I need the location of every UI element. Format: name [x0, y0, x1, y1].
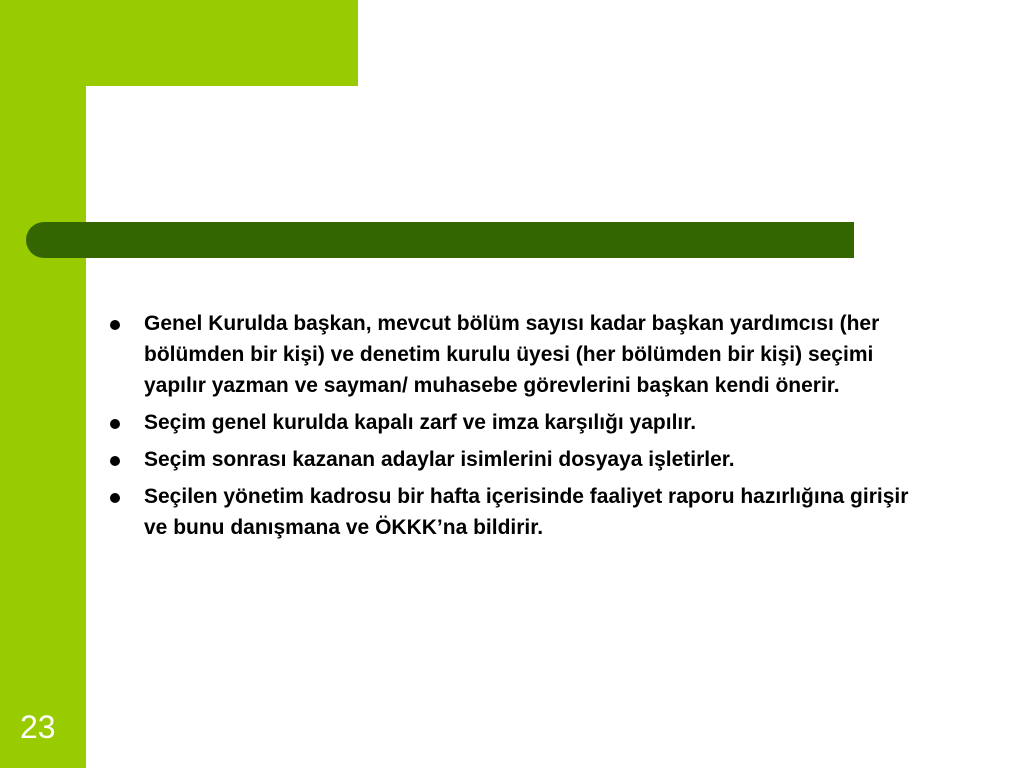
bullet-text: Seçilen yönetim kadrosu bir hafta içerisinde faaliyet raporu hazırlığına girişir ve bunu danışmana ve ÖKKK’na bildirir. [144, 485, 909, 539]
bullet-item [104, 444, 924, 475]
bullet-item [104, 481, 924, 543]
slide-content [104, 308, 924, 549]
bullet-text: Seçim sonrası kazanan adaylar isimlerini dosyaya işletirler. [144, 448, 735, 471]
left-accent-band [0, 0, 86, 768]
bullet-item [104, 407, 924, 438]
page-number: 23 [20, 709, 56, 745]
bullet-list [104, 308, 924, 543]
bullet-text: Seçim genel kurulda kapalı zarf ve imza karşılığı yapılır. [144, 411, 697, 434]
bullet-dot-icon [110, 456, 120, 466]
bullet-dot-icon [110, 320, 120, 330]
bullet-text: Genel Kurulda başkan, mevcut bölüm sayısı kadar başkan yardımcısı (her bölümden bir kişi) ve denetim kurulu üyesi (her bölümden bir kişi) seçimi yapılır yazman ve sayman/ muhasebe görevlerini başkan kendi önerir. [144, 312, 880, 397]
bullet-dot-icon [110, 493, 120, 503]
title-bar [26, 222, 854, 258]
bullet-dot-icon [110, 419, 120, 429]
bullet-item [104, 308, 924, 401]
top-accent-band [0, 0, 358, 86]
